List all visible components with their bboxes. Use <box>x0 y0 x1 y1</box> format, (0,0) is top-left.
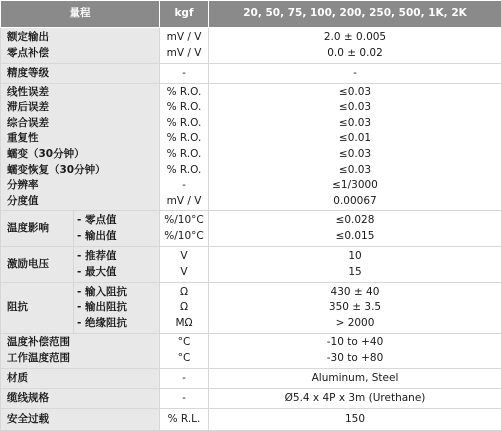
spec-group-name: 激励电压 <box>1 247 74 283</box>
spec-value: -10 to +40 <box>213 335 497 351</box>
header-range: 量程 <box>1 1 160 28</box>
spec-value: ≤0.028 <box>213 213 497 229</box>
spec-name: 蠕变恢复（30分钟） <box>7 163 155 179</box>
spec-unit: MΩ <box>164 316 204 332</box>
spec-value-cell <box>209 334 501 369</box>
spec-name: 线性误差 <box>7 85 155 101</box>
spec-value-cell <box>209 283 501 334</box>
spec-sub-cell <box>74 283 160 334</box>
spec-name: 缆线规格 <box>1 389 160 409</box>
spec-value-cell <box>209 28 501 64</box>
spec-name: 温度补偿范围 <box>7 335 155 351</box>
spec-value: 0.0 ± 0.02 <box>213 46 497 62</box>
spec-name: 滞后误差 <box>7 100 155 116</box>
spec-sub-name: - 推荐值 <box>77 249 155 265</box>
spec-sub-name: - 输出阻抗 <box>77 300 155 316</box>
spec-unit: % R.O. <box>164 147 204 163</box>
spec-value: 15 <box>213 265 497 281</box>
spec-sub-name: - 最大值 <box>77 265 155 281</box>
spec-sub-name: - 输出值 <box>77 229 155 245</box>
spec-unit: %/10°C <box>164 229 204 245</box>
spec-name: 工作温度范围 <box>7 351 155 367</box>
spec-unit: mV / V <box>164 30 204 46</box>
spec-row <box>1 369 501 389</box>
spec-value-cell <box>209 211 501 247</box>
spec-name-cell <box>1 334 160 369</box>
spec-unit: Ω <box>164 285 204 301</box>
header-capacities: 20, 50, 75, 100, 200, 250, 500, 1K, 2K <box>209 1 501 28</box>
spec-value: Aluminum, Steel <box>209 369 501 389</box>
spec-name: 额定输出 <box>7 30 155 46</box>
spec-value: ≤0.01 <box>213 131 497 147</box>
spec-sub-name: - 零点值 <box>77 213 155 229</box>
spec-value: ≤0.015 <box>213 229 497 245</box>
spec-group-name: 温度影响 <box>1 211 74 247</box>
spec-value-cell <box>209 84 501 211</box>
spec-unit-cell <box>160 334 209 369</box>
spec-sub-name: - 绝缘阻抗 <box>77 316 155 332</box>
spec-unit: - <box>164 178 204 194</box>
spec-group-name: 阻抗 <box>1 283 74 334</box>
spec-row <box>1 283 501 334</box>
spec-value: ≤0.03 <box>213 100 497 116</box>
spec-value: Ø5.4 x 4P x 3m (Urethane) <box>209 389 501 409</box>
spec-sub-cell <box>74 247 160 283</box>
spec-value: ≤1/3000 <box>213 178 497 194</box>
spec-value: > 2000 <box>213 316 497 332</box>
spec-name: 分度值 <box>7 194 155 210</box>
spec-value: -30 to +80 <box>213 351 497 367</box>
spec-row <box>1 389 501 409</box>
spec-name: 材质 <box>1 369 160 389</box>
spec-unit-cell <box>160 84 209 211</box>
spec-unit: °C <box>164 351 204 367</box>
spec-value: ≤0.03 <box>213 116 497 132</box>
spec-value: 2.0 ± 0.005 <box>213 30 497 46</box>
spec-row <box>1 64 501 84</box>
spec-value: ≤0.03 <box>213 147 497 163</box>
spec-name: 零点补偿 <box>7 46 155 62</box>
spec-value: ≤0.03 <box>213 163 497 179</box>
spec-value: 430 ± 40 <box>213 285 497 301</box>
spec-value: 10 <box>213 249 497 265</box>
spec-name: 安全过载 <box>1 409 160 431</box>
header-unit: kgf <box>160 1 209 28</box>
spec-unit: Ω <box>164 300 204 316</box>
spec-name: 重复性 <box>7 131 155 147</box>
spec-unit: %/10°C <box>164 213 204 229</box>
spec-name: 蠕变（30分钟） <box>7 147 155 163</box>
spec-unit: mV / V <box>164 194 204 210</box>
spec-sub-name: - 输入阻抗 <box>77 285 155 301</box>
spec-unit: % R.O. <box>164 116 204 132</box>
spec-name: 精度等级 <box>1 64 160 84</box>
spec-unit: - <box>160 64 209 84</box>
spec-unit: - <box>160 369 209 389</box>
spec-unit: °C <box>164 335 204 351</box>
spec-row <box>1 28 501 64</box>
spec-value: - <box>209 64 501 84</box>
spec-row <box>1 84 501 211</box>
spec-unit: % R.L. <box>160 409 209 431</box>
spec-row <box>1 334 501 369</box>
spec-name-cell <box>1 28 160 64</box>
spec-row <box>1 211 501 247</box>
spec-value-cell <box>209 247 501 283</box>
spec-unit: % R.O. <box>164 100 204 116</box>
spec-unit-cell <box>160 283 209 334</box>
spec-value: ≤0.03 <box>213 85 497 101</box>
spec-value: 0.00067 <box>213 194 497 210</box>
spec-unit: mV / V <box>164 46 204 62</box>
header-row <box>1 1 501 28</box>
spec-value: 150 <box>209 409 501 431</box>
spec-name: 分辨率 <box>7 178 155 194</box>
spec-name-cell <box>1 84 160 211</box>
spec-unit: % R.O. <box>164 163 204 179</box>
spec-unit-cell <box>160 28 209 64</box>
spec-unit: V <box>164 265 204 281</box>
spec-unit: % R.O. <box>164 131 204 147</box>
spec-row <box>1 409 501 431</box>
spec-value: 350 ± 3.5 <box>213 300 497 316</box>
spec-name: 综合误差 <box>7 116 155 132</box>
spec-unit-cell <box>160 247 209 283</box>
spec-unit: % R.O. <box>164 85 204 101</box>
spec-unit: - <box>160 389 209 409</box>
spec-unit-cell <box>160 211 209 247</box>
spec-row <box>1 247 501 283</box>
spec-unit: V <box>164 249 204 265</box>
spec-sub-cell <box>74 211 160 247</box>
